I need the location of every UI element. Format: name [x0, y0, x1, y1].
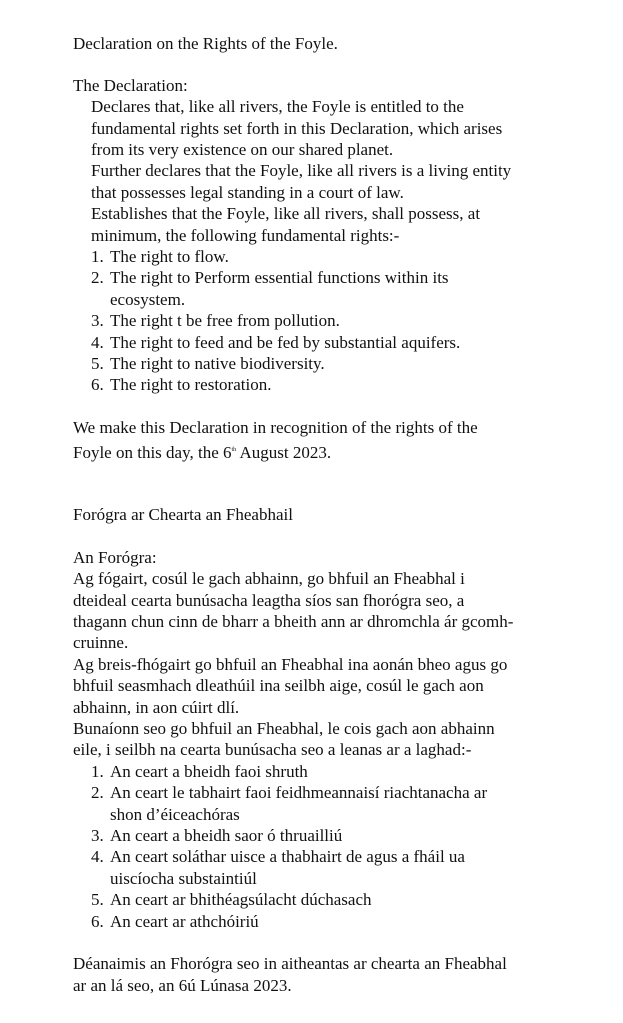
- english-right-number: 3.: [91, 311, 104, 330]
- irish-right-text: uiscíocha substaintiúl: [110, 869, 257, 888]
- irish-clause-2-line: bhfuil seasmhach dleathúil ina seilbh aige, cosúl le gach aon: [73, 676, 484, 695]
- english-heading: The Declaration:: [73, 76, 188, 95]
- ordinal-suffix: th: [231, 447, 237, 453]
- english-right-text: The right to native biodiversity.: [110, 354, 325, 373]
- english-clause-1-line: from its very existence on our shared planet.: [91, 140, 394, 159]
- irish-heading: An Forógra:: [73, 548, 157, 567]
- irish-closing-line: ar an lá seo, an 6ú Lúnasa 2023.: [73, 976, 292, 995]
- english-right-text: The right to flow.: [110, 247, 229, 266]
- irish-clause-2-line: Ag breis-fhógairt go bhfuil an Fheabhal ina aonán bheo agus go: [73, 655, 508, 674]
- english-right-text: ecosystem.: [110, 290, 186, 309]
- irish-clause-3-line: eile, i seilbh na cearta bunúsacha seo a leanas ar a laghad:-: [73, 740, 472, 759]
- english-clause-1-line: Declares that, like all rivers, the Foyle is entitled to the: [91, 97, 464, 116]
- english-right-text: The right t be free from pollution.: [110, 311, 340, 330]
- english-clause-3-line: minimum, the following fundamental rights:-: [91, 226, 400, 245]
- irish-right-text: shon d’éiceachóras: [110, 805, 240, 824]
- irish-clause-1-line: cruinne.: [73, 633, 129, 652]
- english-closing-line: [73, 440, 331, 463]
- irish-right-text: An ceart ar bhithéagsúlacht dúchasach: [110, 890, 372, 909]
- irish-clause-3-line: Bunaíonn seo go bhfuil an Fheabhal, le cois gach aon abhainn: [73, 719, 495, 738]
- irish-clause-1-line: dteideal cearta bunúsacha leagtha síos san fhorógra seo, a: [73, 591, 465, 610]
- english-right-number: 1.: [91, 247, 104, 266]
- english-right-number: 4.: [91, 333, 104, 352]
- english-clause-1-line: fundamental rights set forth in this Declaration, which arises: [91, 119, 503, 138]
- english-right-text: The right to restoration.: [110, 375, 272, 394]
- english-right-text: The right to Perform essential functions within its: [110, 268, 449, 287]
- irish-right-text: An ceart a bheidh saor ó thruailliú: [110, 826, 343, 845]
- english-right-number: 5.: [91, 354, 104, 373]
- closing-date-text: August 2023.: [236, 443, 332, 462]
- irish-right-number: 6.: [91, 912, 104, 931]
- english-closing-line: We make this Declaration in recognition of the rights of the: [73, 418, 478, 437]
- irish-right-number: 5.: [91, 890, 104, 909]
- irish-right-number: 1.: [91, 762, 104, 781]
- english-clause-2-line: that possesses legal standing in a court of law.: [91, 183, 404, 202]
- irish-title: Forógra ar Chearta an Fheabhail: [73, 505, 293, 524]
- english-right-number: 2.: [91, 268, 104, 287]
- english-title: Declaration on the Rights of the Foyle.: [73, 34, 338, 53]
- closing-date-text: Foyle on this day, the 6: [73, 443, 232, 462]
- irish-right-text: An ceart ar athchóiriú: [110, 912, 259, 931]
- irish-right-number: 2.: [91, 783, 104, 802]
- irish-closing-line: Déanaimis an Fhorógra seo in aitheantas ar chearta an Fheabhal: [73, 954, 507, 973]
- english-right-text: The right to feed and be fed by substantial aquifers.: [110, 333, 461, 352]
- irish-clause-2-line: abhainn, in aon cúirt dlí.: [73, 698, 240, 717]
- english-right-number: 6.: [91, 375, 104, 394]
- irish-right-text: An ceart a bheidh faoi shruth: [110, 762, 308, 781]
- irish-right-number: 4.: [91, 847, 104, 866]
- english-clause-2-line: Further declares that the Foyle, like all rivers is a living entity: [91, 161, 512, 180]
- irish-right-text: An ceart le tabhairt faoi feidhmeannaisí riachtanacha ar: [110, 783, 488, 802]
- irish-clause-1-line: Ag fógairt, cosúl le gach abhainn, go bhfuil an Fheabhal i: [73, 569, 465, 588]
- english-clause-3-line: Establishes that the Foyle, like all rivers, shall possess, at: [91, 204, 481, 223]
- irish-right-text: An ceart soláthar uisce a thabhairt de agus a fháil ua: [110, 847, 465, 866]
- irish-clause-1-line: thagann chun cinn de bharr a bheith ann ar dhromchla ár gcomh-: [73, 612, 514, 631]
- irish-right-number: 3.: [91, 826, 104, 845]
